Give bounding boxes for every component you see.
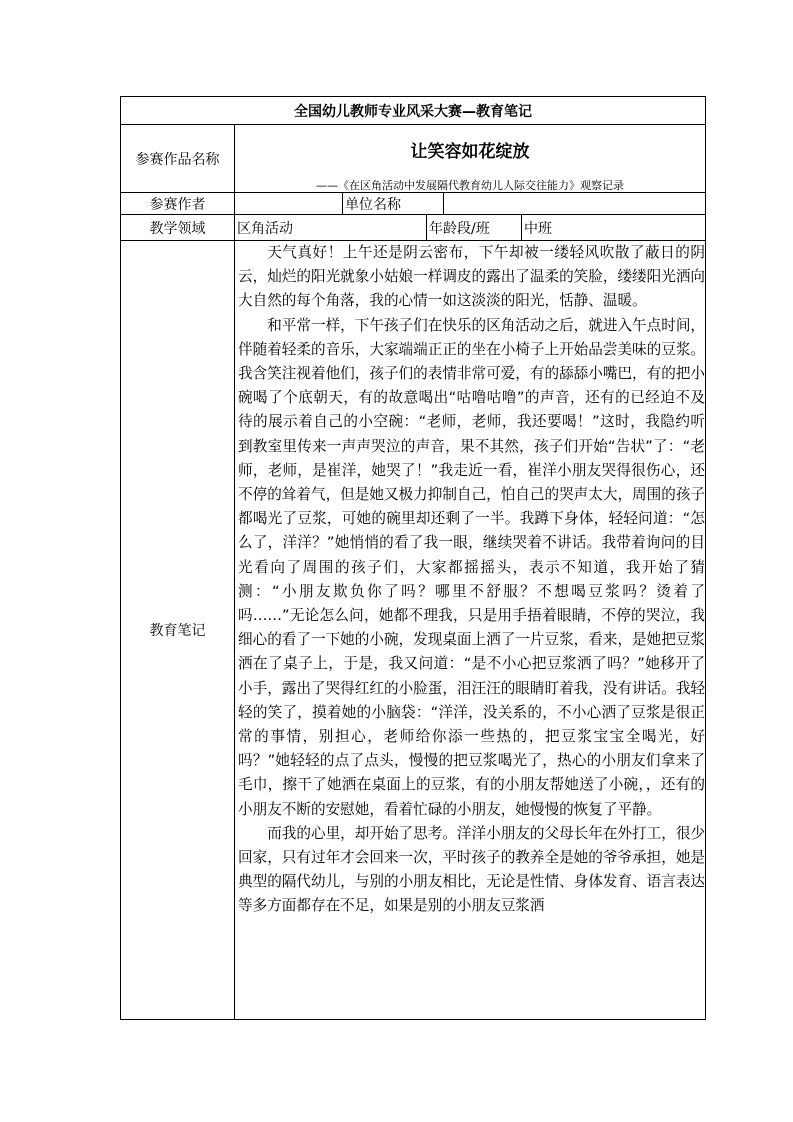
work-name-value [235, 125, 705, 192]
unit-label: 单位名称 [345, 196, 401, 213]
notes-row [121, 241, 705, 1019]
education-notes-form [120, 96, 706, 1020]
age-class-label: 年龄段/班 [429, 220, 490, 237]
domain-label: 教学领域 [149, 220, 206, 237]
domain-value: 区角活动 [237, 220, 293, 237]
domain-row [121, 215, 705, 241]
form-title: 全国幼儿教师专业风采大赛—教育笔记 [294, 103, 532, 120]
unit-value [444, 193, 705, 214]
work-name-label: 参赛作品名称 [135, 151, 220, 168]
age-class-value: 中班 [524, 220, 552, 237]
notes-paragraph-1: 天气真好！上午还是阴云密布，下午却被一缕轻风吹散了蔽日的阴云，灿烂的阳光就象小姑娘一样调皮的露出了温柔的笑脸，缕缕阳光洒向大自然的每个角落，我的心情一如这淡淡的阳光，恬静、温暖。 [238, 244, 706, 310]
author-label: 参赛作者 [149, 196, 206, 213]
work-subtitle: ——《在区角活动中发展隔代教育幼儿人际交往能力》观察记录 [316, 179, 624, 192]
header-row [121, 97, 705, 125]
notes-label: 教育笔记 [149, 623, 206, 639]
notes-body [235, 241, 705, 919]
notes-paragraph-3: 而我的心里，却开始了思考。洋洋小朋友的父母长年在外打工，很少回家，只有过年才会回来一次，平时孩子的教养全是她的爷爷承担，她是典型的隔代幼儿，与别的小朋友相比，无论是性情、身体发育、语言表达等多方面都存在不足，如果是别的小朋友豆浆洒 [238, 824, 706, 915]
work-title: 让笑容如花绽放 [410, 142, 530, 162]
work-name-row [121, 125, 705, 193]
author-value [235, 193, 342, 214]
notes-paragraph-2: 和平常一样，下午孩子们在快乐的区角活动之后，就进入午点时间，伴随着轻柔的音乐，大家端端正正的坐在小椅子上开始品尝美味的豆浆。我含笑注视着他们，孩子们的表情非常可爱，有的舔舔小嘴巴，有的把小碗喝了个底朝天，有的故意喝出“咕噜咕噜”的声音，还有的已经迫不及待的展示着自己的小空碗：“老师，老师，我还要喝！”这时，我隐约听到教室里传来一声声哭泣的声音，果不其然，孩子们开始“告状”了：“老师，老师，是崔洋，她哭了！”我走近一看，崔洋小朋友哭得很伤心，还不停的耸着气，但是她又极力抑制自己，怕自己的哭声太大，周围的孩子都喝光了豆浆，可她的碗里却还剩了一半。我蹲下身体，轻轻问道：“怎么了，洋洋？”她悄悄的看了我一眼，继续哭着不讲话。我带着询问的目光看向了周围的孩子们，大家都摇摇头，表示不知道，我开始了猜测：“小朋友欺负你了吗？哪里不舒服？不想喝豆浆吗？烫着了吗……”无论怎么问，她都不理我，只是用手捂着眼睛，不停的哭泣，我细心的看了一下她的小碗，发现桌面上洒了一片豆浆，看来，是她把豆浆洒在了桌子上，于是，我又问道：“是不小心把豆浆洒了吗？”她移开了小手，露出了哭得红红的小脸蛋，泪汪汪的眼睛盯着我，没有讲话。我轻轻的笑了，摸着她的小脑袋：“洋洋，没关系的，不小心洒了豆浆是很正常的事情，别担心，老师给你添一些热的，把豆浆宝宝全喝光，好吗？”她轻轻的点了点头，慢慢的把豆浆喝光了，热心的小朋友们拿来了毛巾，擦干了她洒在桌面上的豆浆，有的小朋友帮她送了小碗，，还有的小朋友不断的安慰她，看着忙碌的小朋友，她慢慢的恢复了平静。 [238, 316, 706, 818]
author-row [121, 193, 705, 215]
